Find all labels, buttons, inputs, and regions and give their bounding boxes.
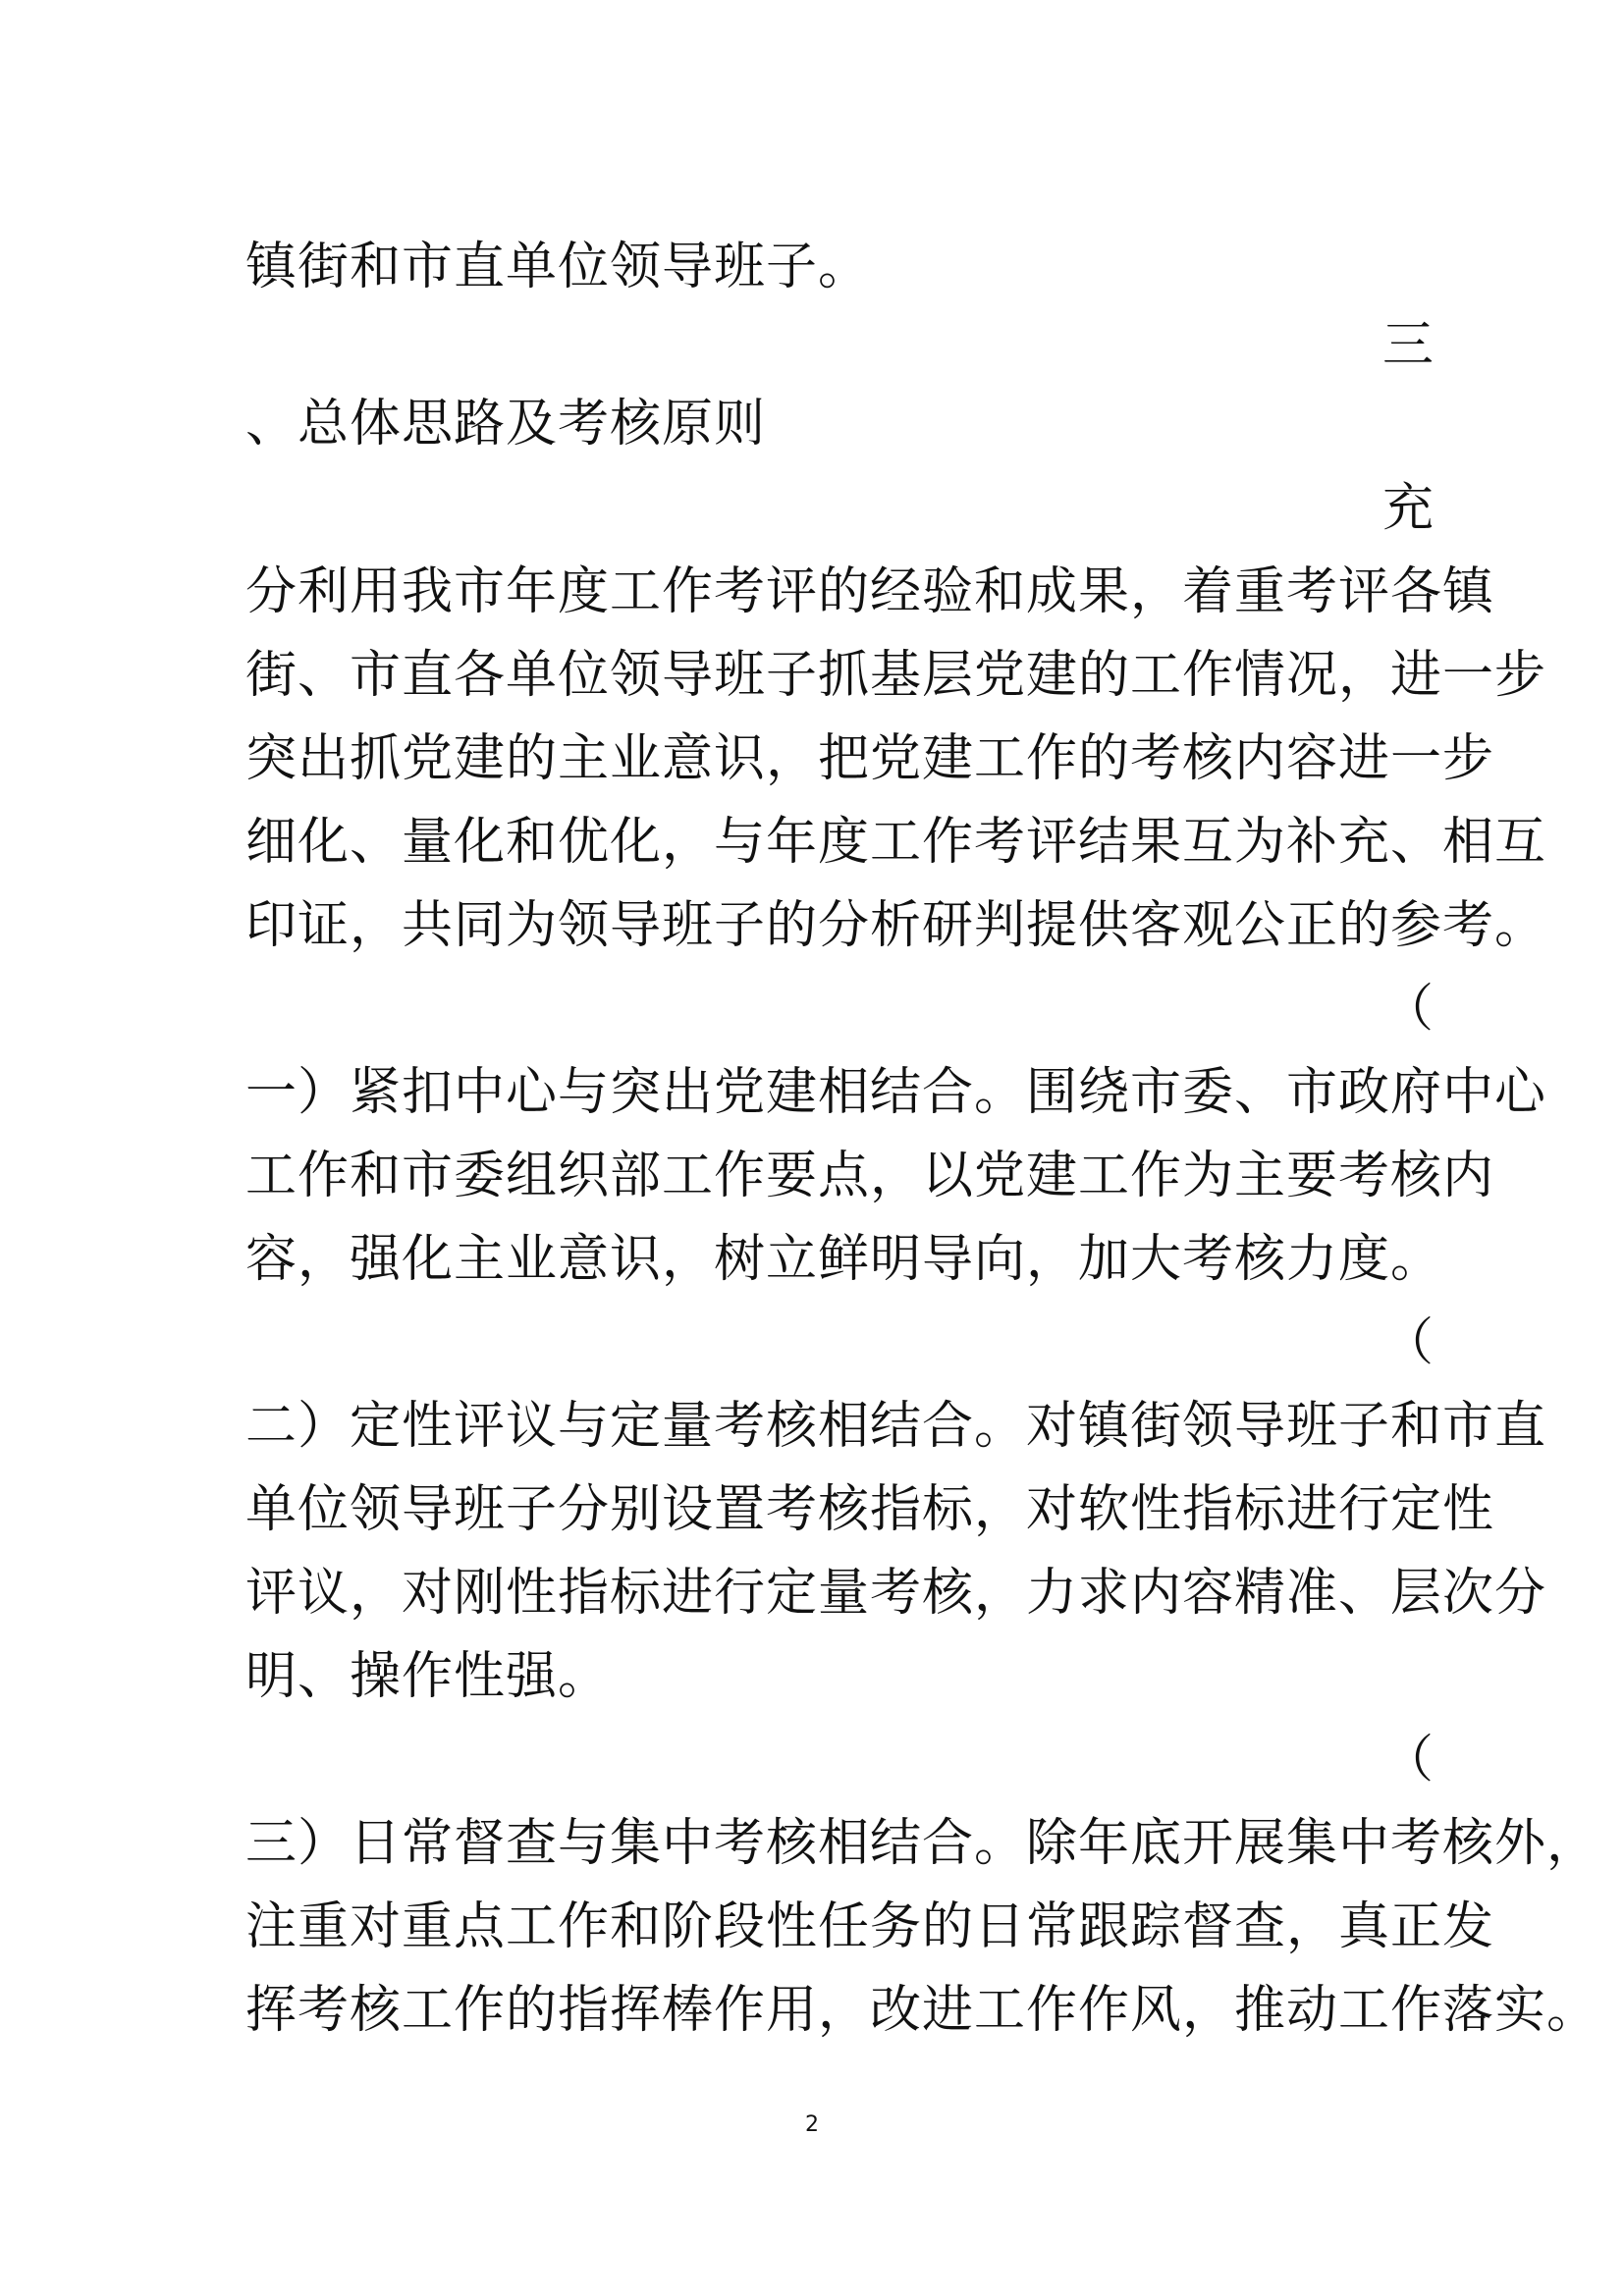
open-paren: （ [1381,1731,1434,1789]
text-line: 容，强化主业意识，树立鲜明导向，加大考核力度。 [245,1230,1443,1289]
text-line: 镇街和市直单位领导班子。 [245,238,871,296]
text-line: 挥考核工作的指挥棒作用，改进工作作风，推动工作落实。 [245,1981,1599,2040]
text-line: 突出抓党建的主业意识，把党建工作的考核内容进一步 [245,729,1495,788]
section-heading: 、总体思路及考核原则 [245,395,767,454]
text-line: 评议，对刚性指标进行定量考核，力求内容精准、层次分 [245,1564,1547,1623]
text-line: 细化、量化和优化，与年度工作考评结果互为补充、相互 [245,813,1547,872]
text-line: 工作和市委组织部工作要点，以党建工作为主要考核内 [245,1147,1495,1205]
text-line: 印证，共同为领导班子的分析研判提供客观公正的参考。 [245,896,1547,955]
text-line: 单位领导班子分别设置考核指标，对软性指标进行定性 [245,1480,1495,1539]
text-line: 分利用我市年度工作考评的经验和成果，着重考评各镇 [245,562,1495,621]
principle-one: 一）紧扣中心与突出党建相结合。围绕市委、市政府中心 [245,1063,1547,1122]
principle-two: 二）定性评议与定量考核相结合。对镇街领导班子和市直 [245,1397,1547,1456]
open-paren: （ [1381,980,1434,1039]
text-line: 注重对重点工作和阶段性任务的日常跟踪督查，真正发 [245,1897,1495,1956]
section-number-three: 三 [1381,316,1434,375]
text-line: 明、操作性强。 [245,1647,611,1706]
principle-three: 三）日常督查与集中考核相结合。除年底开展集中考核外， [245,1814,1599,1873]
open-paren: （ [1381,1313,1434,1372]
text-line: 街、市直各单位领导班子抓基层党建的工作情况，进一步 [245,646,1547,705]
text-line-start-char: 充 [1381,479,1434,538]
page-number: 2 [805,2112,819,2137]
